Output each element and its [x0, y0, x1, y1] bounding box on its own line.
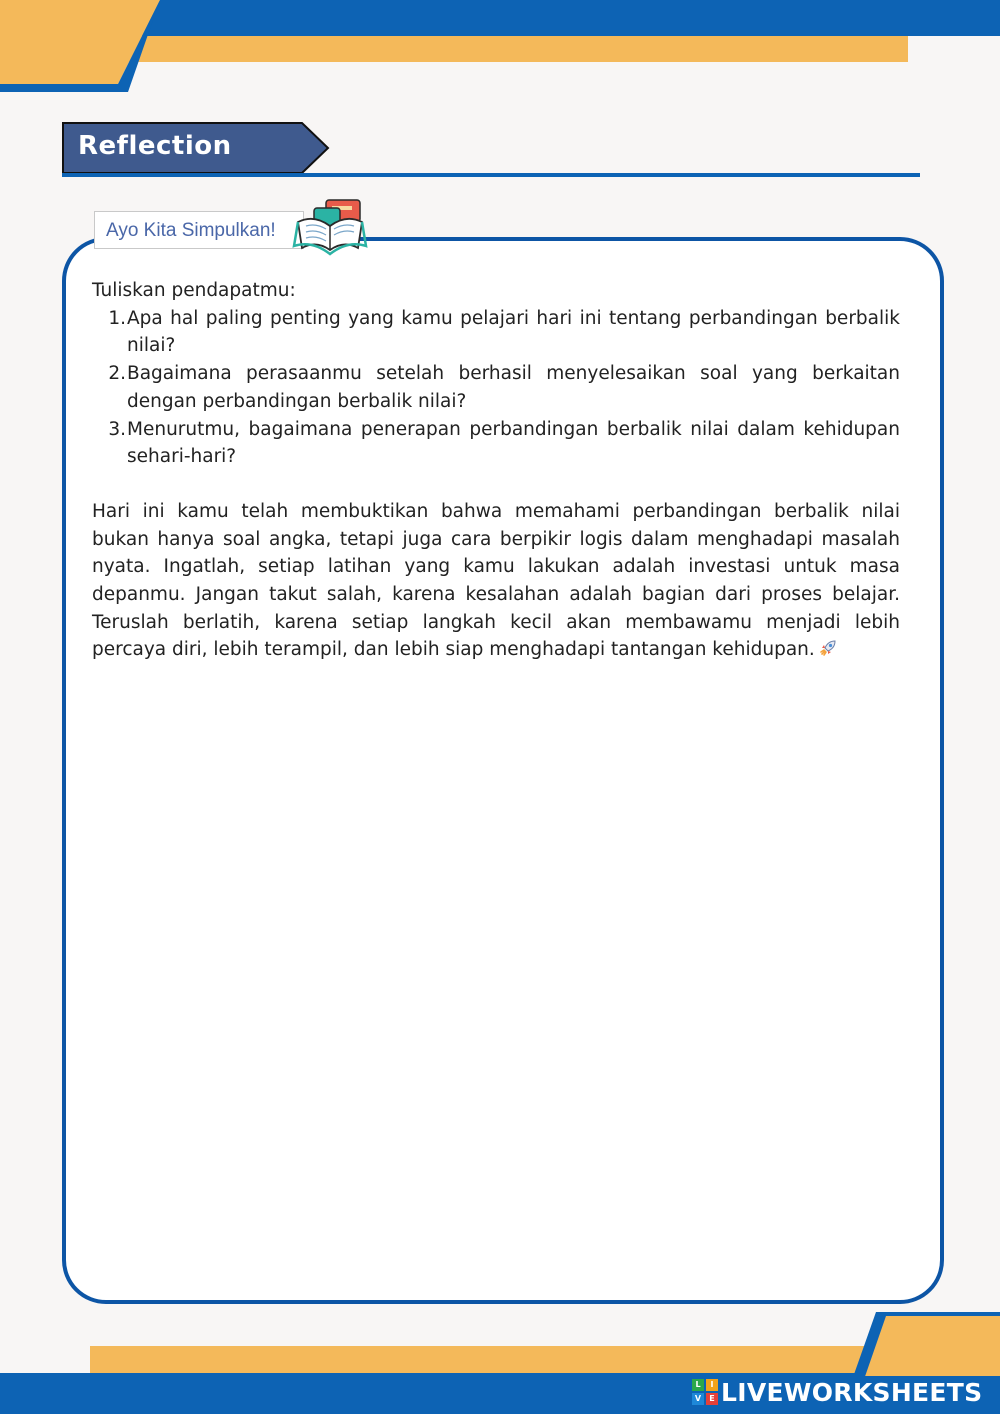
header-corner-shape: [0, 0, 160, 92]
header-gold-bar: [120, 34, 908, 62]
section-title: Reflection: [78, 131, 232, 161]
brand-name: LIVEWORKSHEETS: [721, 1377, 983, 1407]
closing-paragraph: Hari ini kamu telah membuktikan bahwa memahami perbandingan berbalik nilai bukan hanya soal angka, tetapi juga cara berpikir logis dalam menghadapi masalah nyata. Ingatlah, setiap latihan yang kamu lakukan adalah investasi untuk masa depanmu. Jangan takut salah, karena kesalahan adalah bagian dari proses belajar. Teruslah berlatih, karena setiap langkah kecil akan membawamu menjadi lebih percaya diri, lebih terampil, dan lebih siap menghadapi tantangan kehidupan.: [92, 500, 900, 661]
open-book-icon: [292, 196, 368, 256]
logo-letter: L: [692, 1379, 704, 1391]
liveworksheets-logo[interactable]: [692, 1376, 992, 1408]
question-item: [92, 360, 900, 415]
prompt-intro: Tuliskan pendapatmu:: [92, 280, 296, 301]
question-item: [92, 305, 900, 360]
logo-squares-icon: [692, 1379, 718, 1405]
logo-letter: E: [706, 1393, 718, 1405]
question-number: 2.: [108, 363, 126, 385]
question-text: Apa hal paling penting yang kamu pelajari hari ini tentang perbandingan berbalik nilai?: [127, 307, 900, 357]
question-text: Bagaimana perasaanmu setelah berhasil menyelesaikan soal yang berkaitan dengan perbandingan berbalik nilai?: [127, 363, 900, 412]
reflection-content: [92, 277, 900, 664]
closing-paragraph-wrap: [92, 498, 900, 664]
rocket-icon: [818, 638, 838, 658]
question-text: Menurutmu, bagaimana penerapan perbandingan berbalik nilai dalam kehidupan sehari-hari?: [127, 418, 900, 468]
activity-label: Ayo Kita Simpulkan!: [94, 211, 304, 249]
question-list: [92, 305, 900, 471]
question-number: 3.: [108, 418, 126, 440]
logo-letter: I: [706, 1379, 718, 1391]
title-underline: [62, 173, 920, 177]
logo-letter: V: [692, 1393, 704, 1405]
question-number: 1.: [108, 307, 126, 329]
question-item: [92, 416, 900, 471]
